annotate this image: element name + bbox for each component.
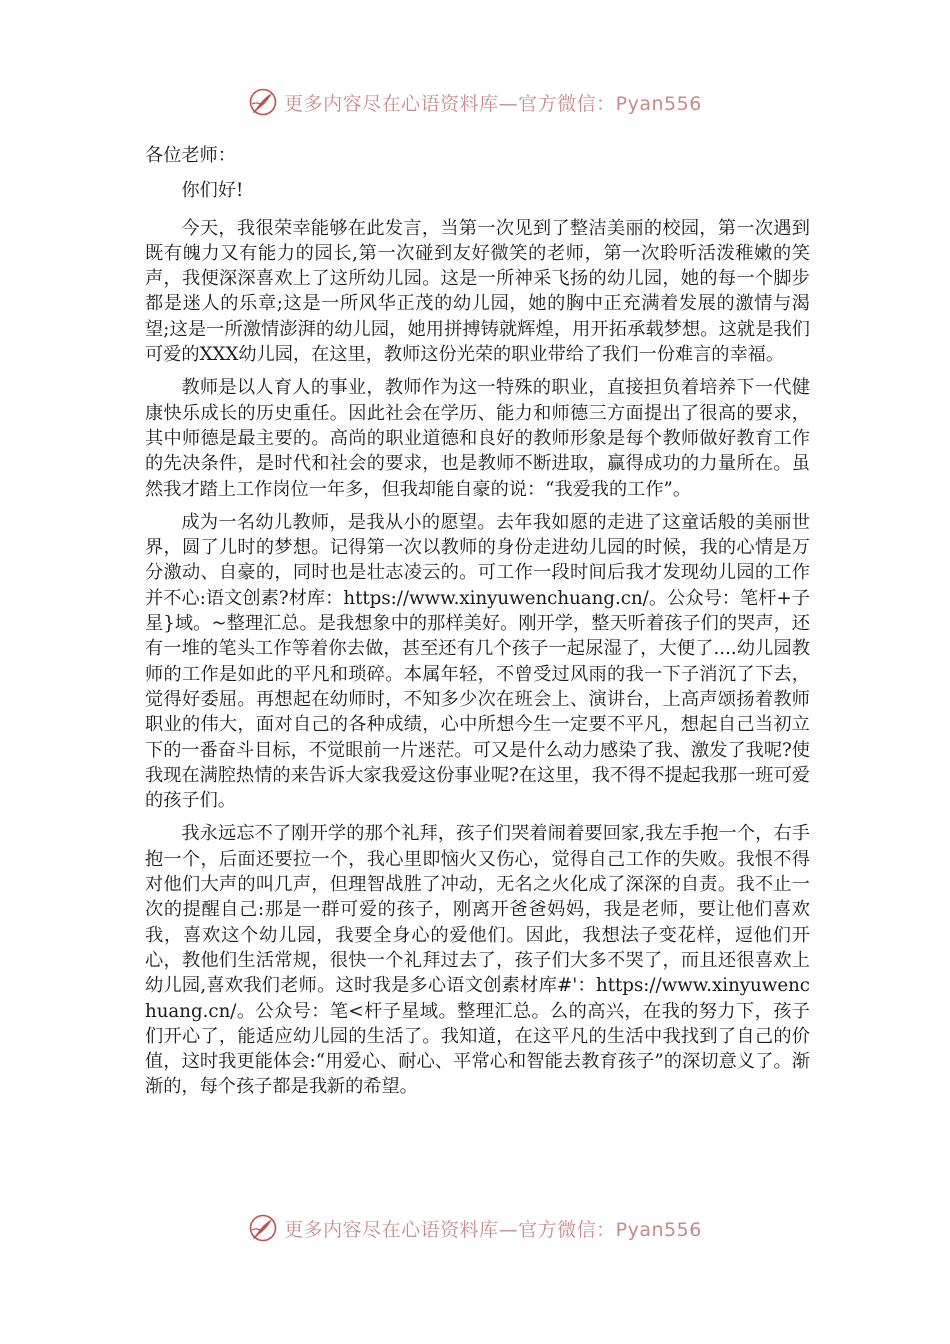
quill-pen-logo-icon bbox=[248, 87, 278, 117]
paragraph-3: 成为一名幼儿教师，是我从小的愿望。去年我如愿的走进了这童话般的美丽世界，圆了儿时的梦想。记得第一次以教师的身份走进幼儿园的时候，我的心情是万分激动、自豪的，同时也是壮志凌云的。可工作一段时间后我才发现幼儿园的工作并不心:语文创素?材库：https://www.xinyuwenchuang.cn/。公众号：笔杆+子星}域。~整理汇总。是我想象中的那样美好。刚开学，整天听着孩子们的哭声，还有一堆的笔头工作等着你去做，甚至还有几个孩子一起尿湿了，大便了....幼儿园教师的工作是如此的平凡和琐碎。本属年轻，不曾受过风雨的我一下子消沉了下去，觉得好委屈。再想起在幼师时，不知多少次在班会上、演讲台，上高声颂扬着教师职业的伟大，面对自己的各种成绩，心中所想今生一定要不平凡，想起自己当初立下的一番奋斗目标，不觉眼前一片迷茫。可又是什么动力感染了我、激发了我呢?使我现在满腔热情的来告诉大家我爱这份事业呢?在这里，我不得不提起我那一班可爱的孩子们。 bbox=[145, 511, 810, 812]
paragraph-1: 今天，我很荣幸能够在此发言，当第一次见到了整洁美丽的校园，第一次遇到既有魄力又有能力的园长,第一次碰到友好微笑的老师，第一次聆听活泼稚嫩的笑声，我便深深喜欢上了这所幼儿园。这是一所神采飞扬的幼儿园，她的每一个脚步都是迷人的乐章;这是一所风华正茂的幼儿园，她的胸中正充满着发展的激情与渴望;这是一所激情澎湃的幼儿园，她用拼搏铸就辉煌，用开拓承载梦想。这就是我们可爱的XXX幼儿园，在这里，教师这份光荣的职业带给了我们一份难言的幸福。 bbox=[145, 217, 810, 366]
header-banner-text: 更多内容尽在心语资料库—官方微信：Pyan556 bbox=[284, 92, 702, 115]
header-banner bbox=[0, 82, 950, 122]
footer-banner bbox=[0, 1208, 950, 1248]
paragraph-4: 我永远忘不了刚开学的那个礼拜，孩子们哭着闹着要回家,我左手抱一个，右手抱一个，后面还要拉一个，我心里即恼火又伤心，觉得自己工作的失败。我恨不得对他们大声的叫几声，但理智战胜了冲动，无名之火化成了深深的自责。我不止一次的提醒自己:那是一群可爱的孩子，刚离开爸爸妈妈，我是老师，要让他们喜欢我，喜欢这个幼儿园，我要全身心的爱他们。因此，我想法子变花样，逗他们开心，教他们生活常规，很快一个礼拜过去了，孩子们大多不哭了，而且还很喜欢上幼儿园,喜欢我们老师。这时我是多心语文创素材库#'：https://www.xinyuwenchuang.cn/。公众号：笔<杆子星域。整理汇总。么的高兴，在我的努力下，孩子们开心了，能适应幼儿园的生活了。我知道，在这平凡的生活中我找到了自己的价值，这时我更能体会:“用爱心、耐心、平常心和智能去教育孩子”的深切意义了。渐渐的，每个孩子都是我新的希望。 bbox=[145, 823, 810, 1098]
quill-pen-logo-icon bbox=[248, 1213, 278, 1243]
paragraph-2: 教师是以人育人的事业，教师作为这一特殊的职业，直接担负着培养下一代健康快乐成长的历史重任。因此社会在学历、能力和师德三方面提出了很高的要求，其中师德是最主要的。高尚的职业道德和良好的教师形象是每个教师做好教育工作的先决条件，是时代和社会的要求，也是教师不断进取，赢得成功的力量所在。虽然我才踏上工作岗位一年多，但我却能自豪的说：“我爱我的工作”。 bbox=[145, 377, 810, 500]
footer-banner-text: 更多内容尽在心语资料库—官方微信：Pyan556 bbox=[284, 1218, 702, 1241]
greeting: 你们好! bbox=[181, 180, 244, 202]
document-body bbox=[145, 143, 810, 1108]
salutation: 各位老师： bbox=[145, 145, 236, 166]
